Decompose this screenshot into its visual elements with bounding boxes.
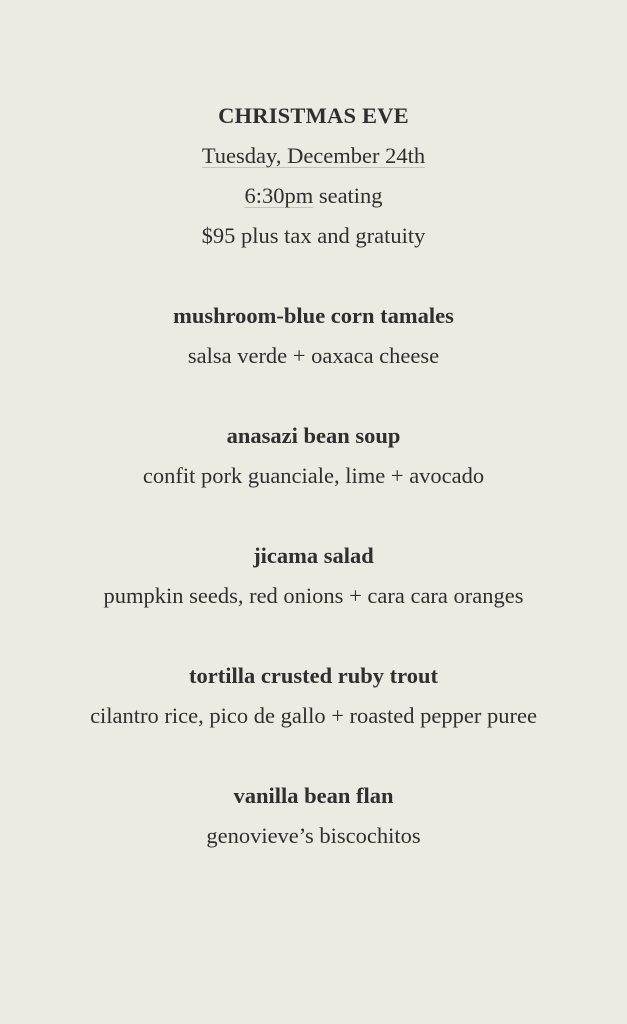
course-name: jicama salad xyxy=(253,543,374,568)
course-name: tortilla crusted ruby trout xyxy=(189,663,438,688)
course-description: salsa verde + oaxaca cheese xyxy=(187,343,440,368)
event-price: $95 plus tax and gratuity xyxy=(201,223,426,248)
course-name: mushroom-blue corn tamales xyxy=(173,303,454,328)
course-item xyxy=(0,416,627,496)
event-time-line xyxy=(0,176,627,216)
course-item xyxy=(0,536,627,616)
event-time: 6:30pm xyxy=(244,183,314,208)
course-description: genovieve’s biscochitos xyxy=(206,823,421,848)
course-description: confit pork guanciale, lime + avocado xyxy=(142,463,485,488)
course-name: vanilla bean flan xyxy=(233,783,394,808)
event-title: CHRISTMAS EVE xyxy=(218,103,409,128)
menu-document xyxy=(0,96,627,856)
event-header xyxy=(0,96,627,256)
course-description: cilantro rice, pico de gallo + roasted pepper puree xyxy=(90,703,537,728)
course-item xyxy=(0,776,627,856)
course-description: pumpkin seeds, red onions + cara cara oranges xyxy=(103,583,524,608)
event-date: Tuesday, December 24th xyxy=(201,143,426,168)
course-name: anasazi bean soup xyxy=(226,423,401,448)
course-item xyxy=(0,656,627,736)
course-item xyxy=(0,296,627,376)
event-date-line xyxy=(0,136,627,176)
event-time-suffix: seating xyxy=(313,183,383,208)
